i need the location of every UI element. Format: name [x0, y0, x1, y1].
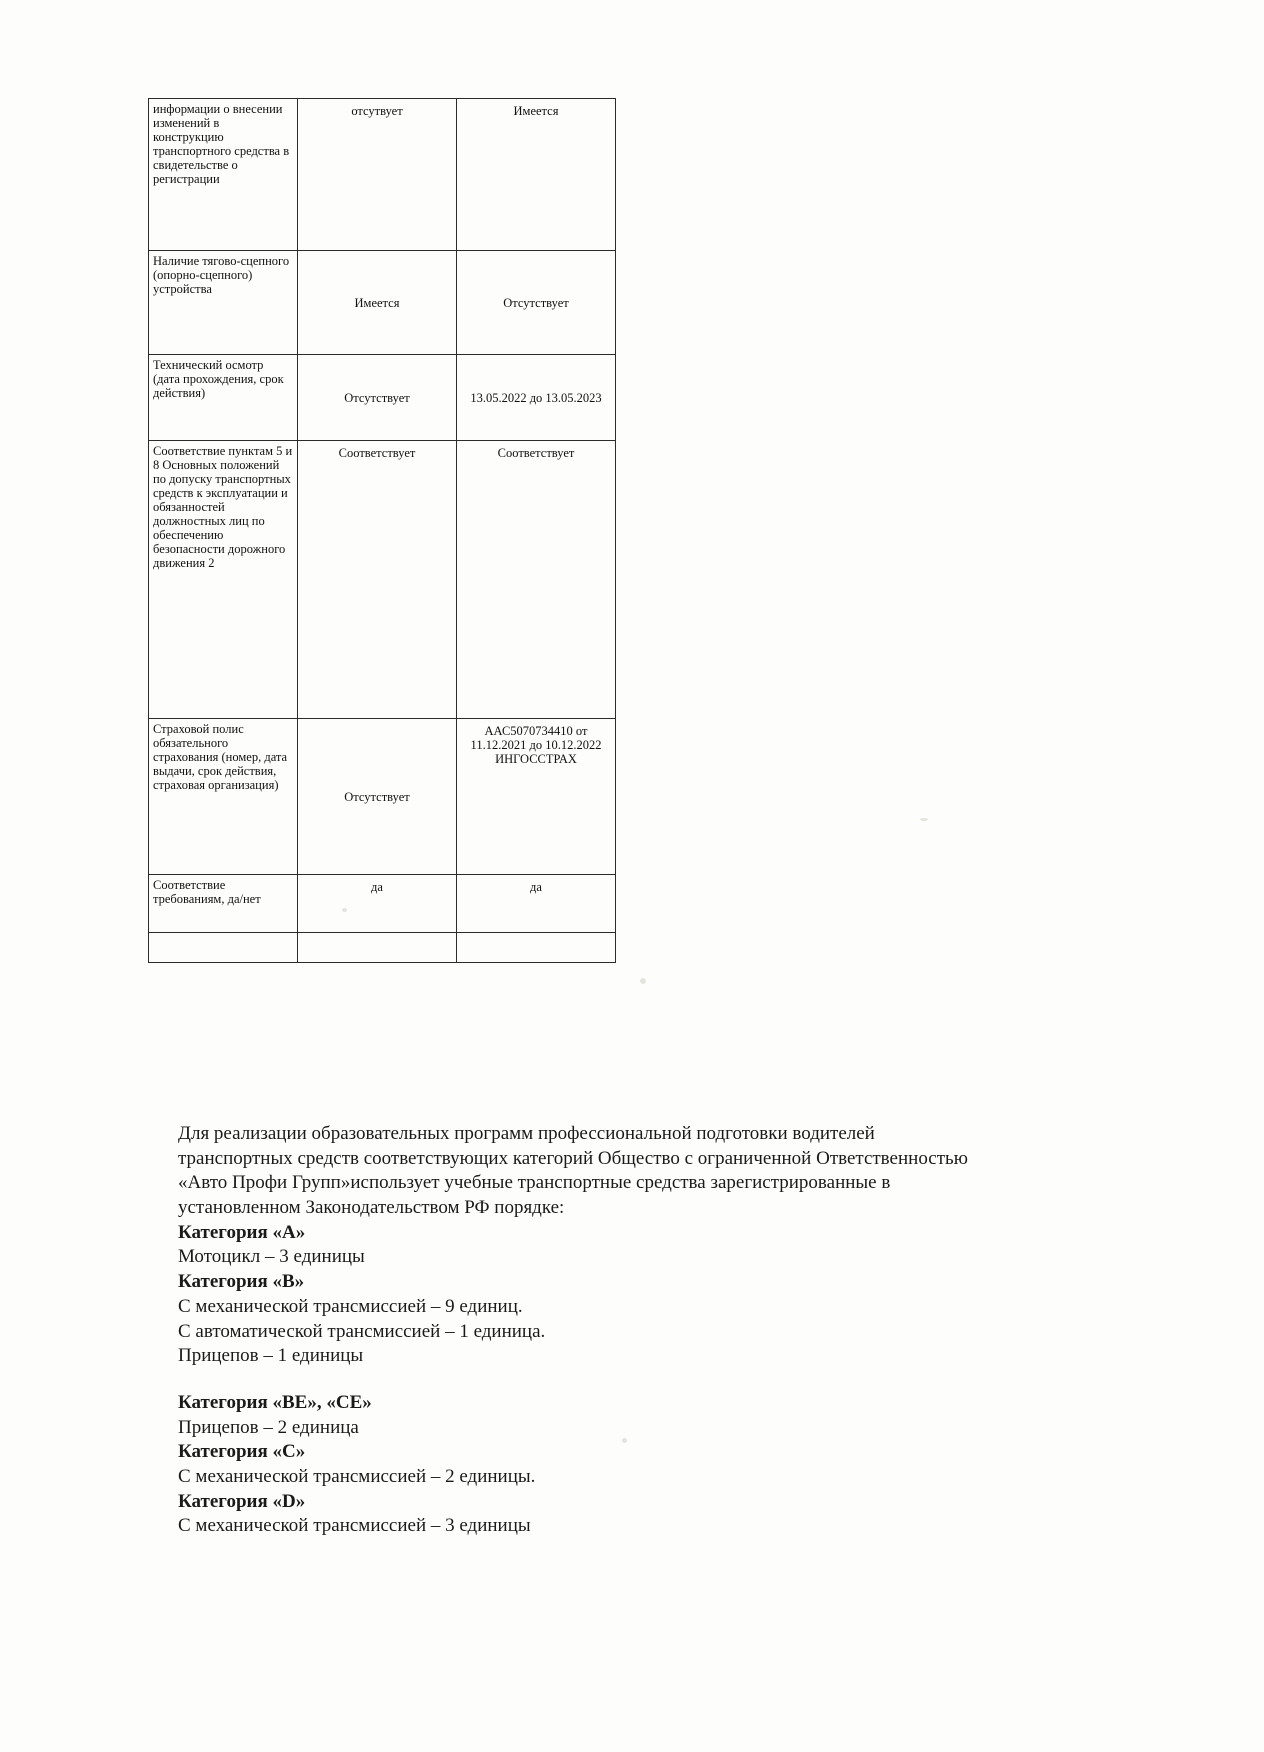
- scan-artifact: [920, 818, 928, 821]
- category-title-b: Категория «В»: [178, 1271, 305, 1293]
- row-value-1: отсутвует: [298, 99, 457, 251]
- empty-cell: [457, 933, 616, 963]
- scan-artifact: [640, 978, 646, 984]
- table-row: [149, 441, 616, 719]
- category-title-a: Категория «А»: [178, 1221, 306, 1243]
- row-label: информации о внесении изменений в конструкцию транспортного средства в свидетельстве о регистрации: [149, 99, 298, 251]
- paragraph-line: «Авто Профи Групп»использует учебные транспортные средства зарегистрированные в: [178, 1172, 891, 1194]
- category-item: Мотоцикл – 3 единицы: [178, 1246, 365, 1268]
- empty-cell: [149, 933, 298, 963]
- table-row: [149, 99, 616, 251]
- row-value-2: Соответствует: [457, 441, 616, 719]
- row-value-1: Отсутствует: [298, 355, 457, 441]
- row-label: Соответствие требованиям, да/нет: [149, 875, 298, 933]
- row-value-2: ААС5070734410 от 11.12.2021 до 10.12.2022 ИНГОССТРАХ: [457, 719, 616, 875]
- table-row: [149, 875, 616, 933]
- category-item: Прицепов – 2 единица: [178, 1416, 359, 1438]
- table-body: [149, 99, 616, 963]
- row-value-1: Отсутствует: [298, 719, 457, 875]
- paragraph-line: транспортных средств соответствующих категорий Общество с ограниченной Ответственностью: [178, 1147, 968, 1169]
- row-value-2: Имеется: [457, 99, 616, 251]
- body-text-block: [178, 1122, 1048, 1539]
- category-item: Прицепов – 1 единицы: [178, 1345, 364, 1367]
- row-label: Технический осмотр (дата прохождения, срок действия): [149, 355, 298, 441]
- table-row: [149, 719, 616, 875]
- row-value-2: Отсутствует: [457, 251, 616, 355]
- row-value-1: да: [298, 875, 457, 933]
- row-value-2: да: [457, 875, 616, 933]
- category-item: С механической трансмиссией – 2 единицы.: [178, 1465, 536, 1487]
- row-value-1: Имеется: [298, 251, 457, 355]
- category-item: С автоматической трансмиссией – 1 единица.: [178, 1320, 546, 1342]
- row-value-1: Соответствует: [298, 441, 457, 719]
- row-label: Соответствие пунктам 5 и 8 Основных положений по допуску транспортных средств к эксплуатации и обязанностей должностных лиц по обеспечению безопасности дорожного движения 2: [149, 441, 298, 719]
- category-title-be-ce: Категория «ВЕ», «СЕ»: [178, 1391, 372, 1413]
- paragraph-gap: [178, 1369, 1048, 1391]
- table-row: [149, 251, 616, 355]
- table-row: [149, 355, 616, 441]
- category-item: С механической трансмиссией – 3 единицы: [178, 1515, 531, 1537]
- row-value-2: 13.05.2022 до 13.05.2023: [457, 355, 616, 441]
- empty-cell: [298, 933, 457, 963]
- table-row-empty: [149, 933, 616, 963]
- paragraph-line: установленном Законодательством РФ порядке:: [178, 1197, 565, 1219]
- row-label: Наличие тягово-сцепного (опорно-сцепного) устройства: [149, 251, 298, 355]
- vehicle-requirements-table: [148, 98, 616, 963]
- category-title-c: Категория «С»: [178, 1441, 306, 1463]
- category-item: С механической трансмиссией – 9 единиц.: [178, 1295, 523, 1317]
- row-label: Страховой полис обязательного страхования (номер, дата выдачи, срок действия, страховая организация): [149, 719, 298, 875]
- category-title-d: Категория «D»: [178, 1490, 306, 1512]
- paragraph-line: Для реализации образовательных программ профессиональной подготовки водителей: [178, 1123, 875, 1144]
